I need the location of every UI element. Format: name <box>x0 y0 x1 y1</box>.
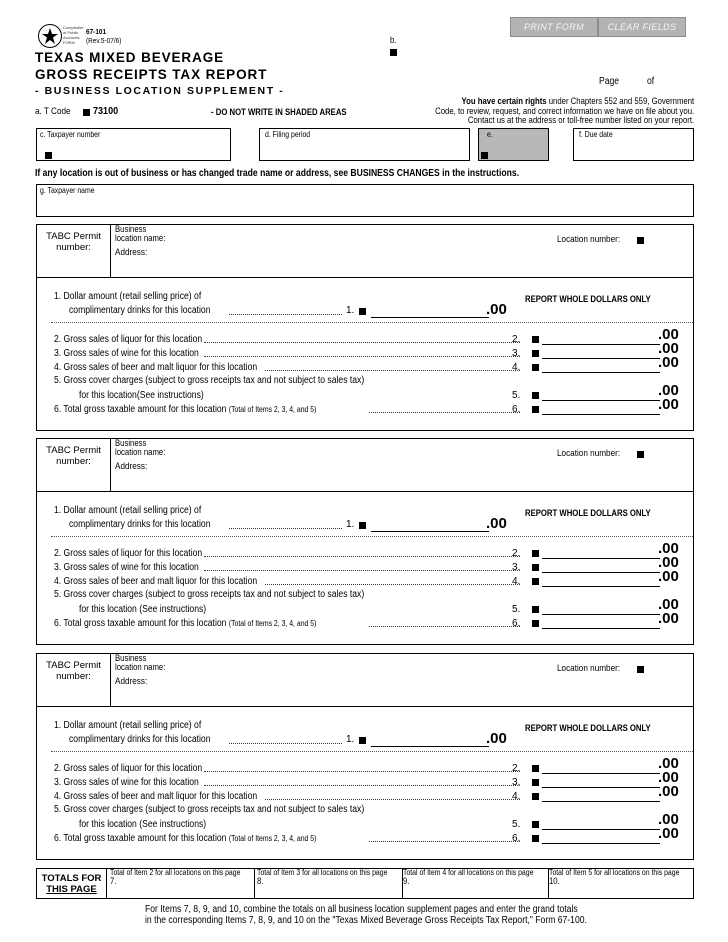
address-field[interactable] <box>115 243 555 259</box>
item3-row: 3. Gross sales of wine for this location 3. .00 <box>54 769 679 788</box>
taxpayer-number-field[interactable]: c. Taxpayer number <box>36 128 231 161</box>
item6-amount-field[interactable] <box>542 628 660 629</box>
location-section-3: TABC Permit number: Business location name: Address: Location number: 1. Dollar amount (retail selling price) of complimentary drinks for this location 1. .00 REPORT WHOLE DOLLARS ONLY 2. Gross sales of liquor for this location 2. .00 3. Gross sales of wine for this location 3. .00 4. Gross sales of beer and malt liquor for this location 4. .00 5. Gross cover charges (subject to gross receipts tax and not subject to sales tax) for this location (See instructions) 5. .00 6. Total gross taxable amount for this location (Total of Items 2, 3, 4, and 5) 6. .00 <box>36 653 694 860</box>
due-date-field[interactable]: f. Due date <box>573 128 694 161</box>
location-section-1: TABC Permit number: Business location name: Address: Location number: 1. Dollar amount (retail selling price) of complimentary drinks for this location 1. .00 REPORT WHOLE DOLLARS ONLY 2. Gross sales of liquor for this location 2. .00 3. Gross sales of wine for this location 3. .00 4. Gross sales of beer and malt liquor for this location 4. .00 5. Gross cover charges (subject to gross receipts tax and not subject to sales tax) for this location(See instructions) 5. .00 6. Total gross taxable amount for this location (Total of Items 2, 3, 4, and 5) 6. .00 <box>36 224 694 431</box>
business-location-label: Business location name: <box>115 438 166 457</box>
item4-row: 4. Gross sales of beer and malt liquor for this location 4. .00 <box>54 783 679 802</box>
item6-row: 6. Total gross taxable amount for this location (Total of Items 2, 3, 4, and 5) 6. .00 <box>54 610 679 629</box>
item1-sublabel: complimentary drinks for this location <box>69 305 211 316</box>
business-location-label: Business location name: <box>115 224 166 243</box>
tabc-permit-label: TABC Permit number: <box>37 439 111 491</box>
item5-amount-field[interactable] <box>542 614 660 615</box>
comptroller-seal-icon <box>38 24 62 48</box>
total-item7-field[interactable]: Total of Item 2 for all locations on this page 7. <box>110 869 255 898</box>
item5-amount-field[interactable] <box>542 400 660 401</box>
item6-row: 6. Total gross taxable amount for this location (Total of Items 2, 3, 4, and 5) 6. .00 <box>54 825 679 844</box>
address-field[interactable] <box>115 672 555 688</box>
page-label: Page <box>599 76 620 87</box>
item3-row-amount-field[interactable] <box>542 572 660 573</box>
form-subtitle: - BUSINESS LOCATION SUPPLEMENT - <box>35 85 285 97</box>
item1-label: 1. Dollar amount (retail selling price) of <box>54 720 202 731</box>
e-shaded-field: e. <box>478 128 549 161</box>
location-number-field[interactable] <box>637 235 644 245</box>
item6-amount-field[interactable] <box>542 843 660 844</box>
form-revision: (Rev.5-07/6) <box>86 36 122 45</box>
form-title-line2: GROSS RECEIPTS TAX REPORT <box>35 67 268 82</box>
location-number-field[interactable] <box>637 449 644 459</box>
business-changes-notice: If any location is out of business or has changed trade name or address, see BUSINESS CHANGES in the instructions. <box>35 168 520 179</box>
item1-sublabel: complimentary drinks for this location <box>69 734 211 745</box>
item4-row-amount-field[interactable] <box>542 801 660 802</box>
comptroller-logo-text: Comptroller of Public Accounts FORM <box>63 25 84 45</box>
tabc-permit-label: TABC Permit number: <box>37 225 111 277</box>
item5-amount-field[interactable] <box>542 829 660 830</box>
item3-row: 3. Gross sales of wine for this location 3. .00 <box>54 554 679 573</box>
item3-row-amount-field[interactable] <box>542 787 660 788</box>
item1-label: 1. Dollar amount (retail selling price) of <box>54 505 202 516</box>
item6-row: 6. Total gross taxable amount for this location (Total of Items 2, 3, 4, and 5) 6. .00 <box>54 396 679 415</box>
address-field[interactable] <box>115 457 555 473</box>
tabc-permit-label: TABC Permit number: <box>37 654 111 706</box>
item1-amount-field[interactable] <box>371 746 489 747</box>
location-number-label: Location number: <box>557 448 621 459</box>
tcode-value: 73100 <box>93 105 119 117</box>
item5-row: for this location(See instructions) 5. .00 <box>79 382 679 401</box>
total-item10-field[interactable]: Total of Item 5 for all locations on this page 10. <box>549 868 680 886</box>
location-section-2: TABC Permit number: Business location name: Address: Location number: 1. Dollar amount (retail selling price) of complimentary drinks for this location 1. .00 REPORT WHOLE DOLLARS ONLY 2. Gross sales of liquor for this location 2. .00 3. Gross sales of wine for this location 3. .00 4. Gross sales of beer and malt liquor for this location 4. .00 5. Gross cover charges (subject to gross receipts tax and not subject to sales tax) for this location (See instructions) 5. .00 6. Total gross taxable amount for this location (Total of Items 2, 3, 4, and 5) 6. .00 <box>36 438 694 645</box>
item4-row: 4. Gross sales of beer and malt liquor for this location 4. .00 <box>54 568 679 587</box>
clear-fields-button[interactable]: CLEAR FIELDS <box>598 17 686 37</box>
form-number: 67-101 <box>86 27 107 36</box>
taxpayer-name-field[interactable]: g. Taxpayer name <box>36 184 694 217</box>
total-item8-field[interactable]: Total of Item 3 for all locations on this page 8. <box>257 869 403 898</box>
item5-label: 5. Gross cover charges (subject to gross receipts tax and not subject to sales tax) <box>54 804 365 815</box>
print-form-button[interactable]: PRINT FORM <box>510 17 598 37</box>
b-field[interactable] <box>390 47 397 57</box>
address-label: Address: <box>115 247 148 258</box>
tcode-marker-icon <box>83 107 90 117</box>
location-number-field[interactable] <box>637 664 644 674</box>
item5-row: for this location (See instructions) 5. .00 <box>79 811 679 830</box>
no-write-notice: - DO NOT WRITE IN SHADED AREAS <box>211 107 347 117</box>
item3-row-amount-field[interactable] <box>542 358 660 359</box>
address-label: Address: <box>115 676 148 687</box>
item4-row: 4. Gross sales of beer and malt liquor for this location 4. .00 <box>54 354 679 373</box>
item5-label: 5. Gross cover charges (subject to gross receipts tax and not subject to sales tax) <box>54 589 365 600</box>
item1-label: 1. Dollar amount (retail selling price) of <box>54 291 202 302</box>
item2-row-amount-field[interactable] <box>542 773 660 774</box>
item1-amount-field[interactable] <box>371 317 489 318</box>
report-whole-dollars-note: REPORT WHOLE DOLLARS ONLY <box>525 508 651 518</box>
location-number-label: Location number: <box>557 234 621 245</box>
b-label: b. <box>390 35 397 45</box>
footer-instructions: For Items 7, 8, 9, and 10, combine the totals on all business location supplement pages and enter the grand totals in the corresponding Items 7, 8, 9, and 10 on the "Texas Mixed Beverage Gross Receipts Tax Report," Form 67-100. <box>145 904 587 926</box>
item4-row-amount-field[interactable] <box>542 372 660 373</box>
item5-row: for this location (See instructions) 5. .00 <box>79 596 679 615</box>
item1-sublabel: complimentary drinks for this location <box>69 519 211 530</box>
item2-row: 2. Gross sales of liquor for this location 2. .00 <box>54 326 679 345</box>
item5-label: 5. Gross cover charges (subject to gross receipts tax and not subject to sales tax) <box>54 375 365 386</box>
item2-row-amount-field[interactable] <box>542 558 660 559</box>
totals-box <box>36 868 694 899</box>
form-title-line1: TEXAS MIXED BEVERAGE <box>35 50 225 65</box>
item4-row-amount-field[interactable] <box>542 586 660 587</box>
item2-row: 2. Gross sales of liquor for this location 2. .00 <box>54 755 679 774</box>
filing-period-field[interactable]: d. Filing period <box>259 128 470 161</box>
report-whole-dollars-note: REPORT WHOLE DOLLARS ONLY <box>525 294 651 304</box>
item6-amount-field[interactable] <box>542 414 660 415</box>
total-item9-field[interactable]: Total of Item 4 for all locations on this page 9. <box>403 869 549 898</box>
business-location-label: Business location name: <box>115 653 166 672</box>
address-label: Address: <box>115 461 148 472</box>
location-number-label: Location number: <box>557 663 621 674</box>
item1-amount-field[interactable] <box>371 531 489 532</box>
of-label: of <box>647 76 655 87</box>
rights-notice: You have certain rights under Chapters 552 and 559, Government Code, to review, request, and correct information we have on file about you. Contact us at the address or toll-free number listed on your report. <box>434 96 694 125</box>
totals-label: TOTALS FOR THIS PAGE <box>37 869 107 898</box>
item2-row-amount-field[interactable] <box>542 344 660 345</box>
report-whole-dollars-note: REPORT WHOLE DOLLARS ONLY <box>525 723 651 733</box>
item2-row: 2. Gross sales of liquor for this location 2. .00 <box>54 540 679 559</box>
tcode-label: a. T Code <box>35 106 71 117</box>
item3-row: 3. Gross sales of wine for this location 3. .00 <box>54 340 679 359</box>
